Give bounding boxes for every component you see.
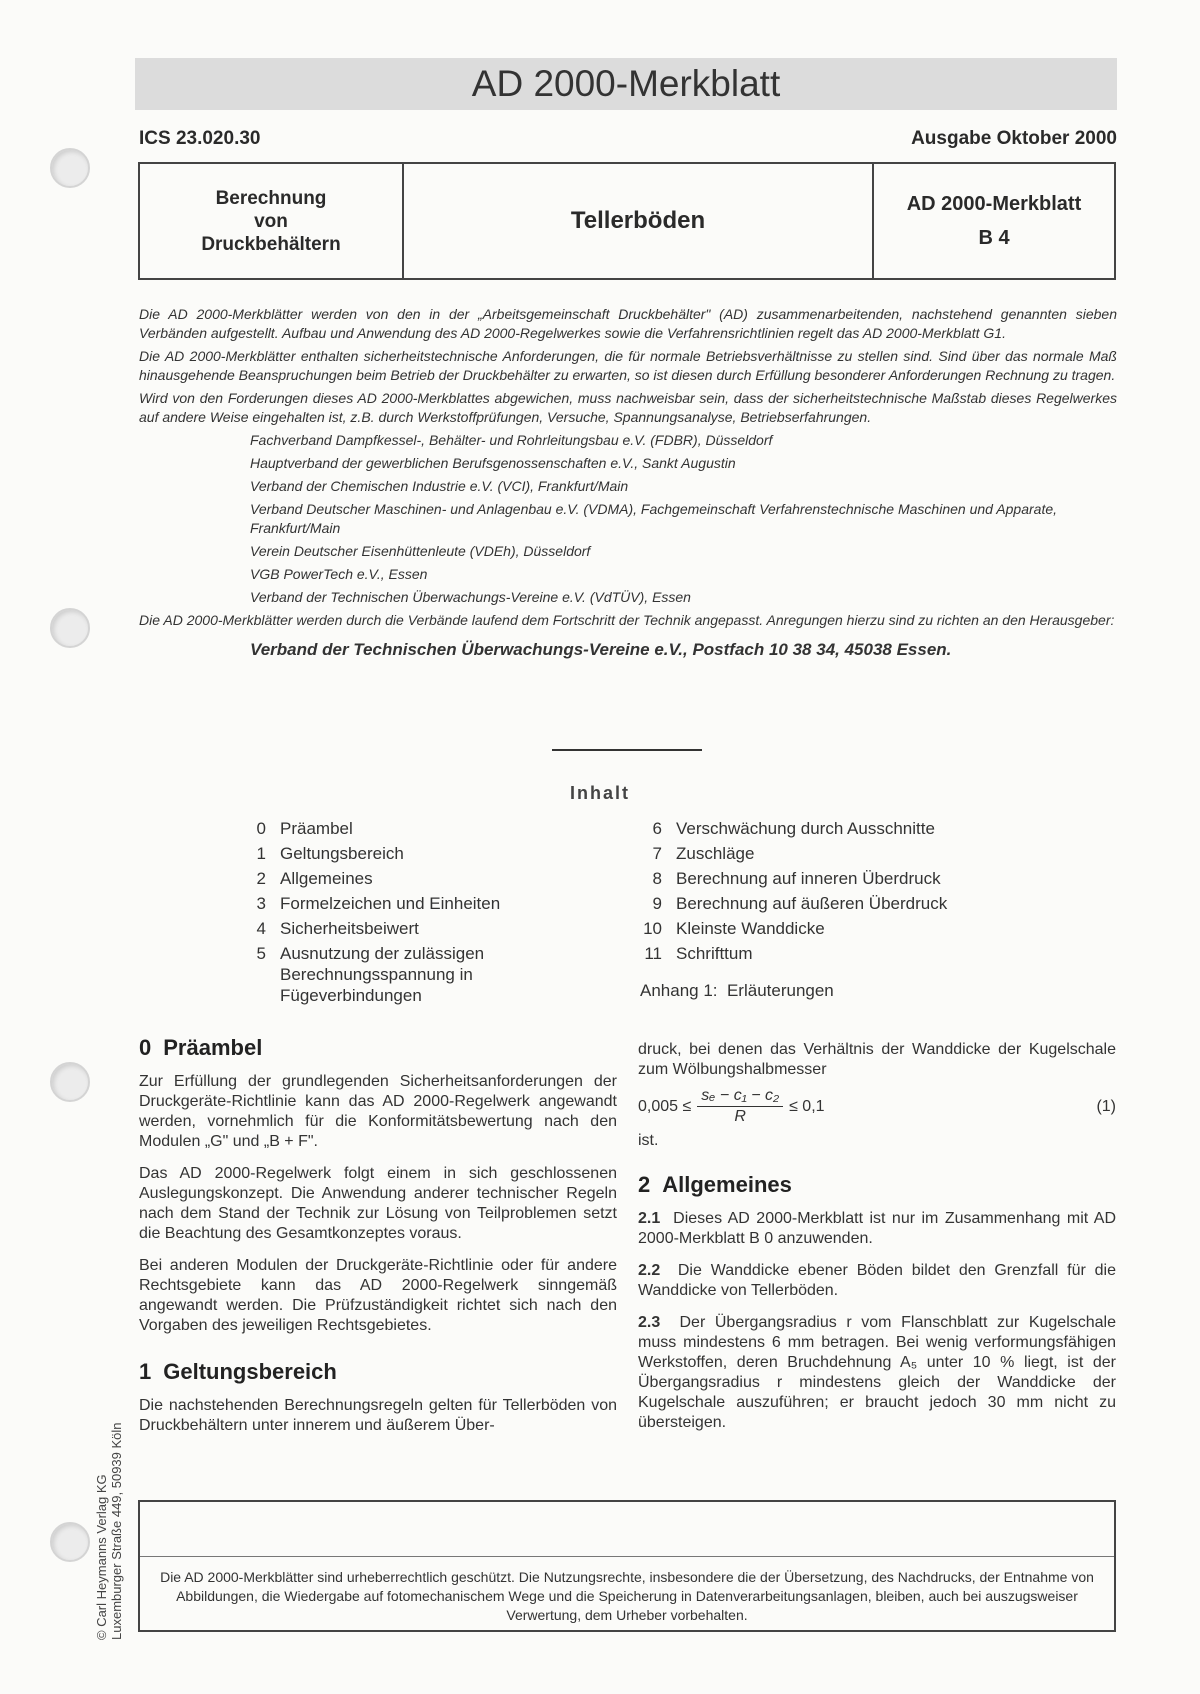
section-heading: 0 Präambel bbox=[139, 1035, 263, 1060]
toc-item: 2 Allgemeines bbox=[256, 869, 373, 888]
document-banner: AD 2000-Merkblatt bbox=[135, 58, 1117, 110]
member-item: Verband Deutscher Maschinen- und Anlagenbau e.V. (VDMA), Fachgemeinschaft Verfahrenstechnische Maschinen und Apparate, Frankfurt/Main bbox=[250, 501, 1058, 536]
copyright-box-divider bbox=[140, 1556, 1114, 1557]
edition-date: Ausgabe Oktober 2000 bbox=[911, 128, 1117, 149]
title-block bbox=[138, 162, 1116, 280]
toc-item: 1 Geltungsbereich bbox=[256, 844, 404, 863]
title-block-subject: Tellerböden bbox=[404, 164, 874, 278]
intro-paragraph: Die AD 2000-Merkblätter werden durch die Verbände laufend dem Fortschritt der Technik angepasst. Anregungen hierzu sind zu richten an den Herausgeber: bbox=[139, 612, 1115, 628]
intro-paragraph: Wird von den Forderungen dieses AD 2000-Merkblattes abgewichen, muss nachweisbar sein, dass der sicherheitstechnische Maßstab dieses Regelwerkes auf andere Weise eingehalten ist, z.B. durch Werkstoffprüfungen, Versuche, Spannungsanalyse, Betriebserfahrungen. bbox=[139, 390, 1117, 425]
title-block-category bbox=[140, 164, 404, 278]
equation-number: (1) bbox=[1096, 1097, 1116, 1115]
copyright-box bbox=[138, 1500, 1116, 1632]
punch-hole bbox=[50, 1062, 90, 1102]
toc-item: 9 Berechnung auf äußeren Überdruck bbox=[652, 894, 948, 913]
category-line: Berechnung bbox=[215, 187, 327, 209]
toc-item: 3 Formelzeichen und Einheiten bbox=[256, 894, 501, 913]
category-line: Druckbehältern bbox=[201, 233, 341, 255]
paragraph: ist. bbox=[638, 1132, 659, 1149]
paragraph: 2.3 Der Übergangsradius r vom Flanschblatt zur Kugelschale muss mindestens 6 mm betragen. Bei wenig verformungsfähigen Werkstoffen, deren Bruchdehnung A₅ unter 10 % liegt, ist der Übergangsradius r mindestens gleich der Wanddicke der Kugelschale auszuführen; er braucht jedoch 30 mm nicht zu übersteigen. bbox=[638, 1314, 1117, 1431]
punch-hole bbox=[50, 1522, 90, 1562]
member-item: VGB PowerTech e.V., Essen bbox=[250, 566, 428, 582]
copyright-notice: Die AD 2000-Merkblätter sind urheberrechtlich geschützt. Die Nutzungsrechte, insbesondere die der Übersetzung, des Nachdrucks, der Entnahme von Abbildungen, die Wiedergabe auf fotomechanischem Wege und die Speicherung in Datenverarbeitungsanlagen, bleiben, auch bei auszugsweiser Verwertung, dem Urheber vorbehalten. bbox=[160, 1569, 1094, 1623]
paragraph: Bei anderen Modulen der Druckgeräte-Richtlinie oder für andere Rechtsgebiete kann das AD 2000-Regelwerk sinngemäß angewandt werden. Die Prüfzuständigkeit richtet sich nach den Vorgaben des jeweiligen Rechtsgebietes. bbox=[139, 1257, 617, 1334]
paragraph: druck, bei denen das Verhältnis der Wanddicke der Kugelschale zum Wölbungshalbmesser bbox=[638, 1041, 1116, 1078]
intro-paragraph: Die AD 2000-Merkblätter enthalten sicherheitstechnische Anforderungen, die für normale Betriebsverhältnisse zu stellen sind. Sind über das normale Maß hinausgehende Beanspruchungen beim Betrieb der Druckbehälter zu erwarten, so ist diesen durch Erfüllung besonderer Anforderungen Rechnung zu tragen. bbox=[139, 348, 1117, 383]
punch-hole bbox=[50, 608, 90, 648]
formula-fraction: $\frac{\text{sₑ − c₁ − c₂}}{R}$ bbox=[697, 1086, 783, 1127]
toc-item: 4 Sicherheitsbeiwert bbox=[256, 919, 419, 938]
ics-code: ICS 23.020.30 bbox=[139, 128, 261, 149]
publisher-imprint: © Carl Heymanns Verlag KG Luxemburger Straße 449, 50939 Köln bbox=[94, 1422, 124, 1640]
member-list bbox=[250, 431, 1117, 607]
intro-text bbox=[139, 305, 1117, 659]
member-item: Verein Deutscher Eisenhüttenleute (VDEh), Düsseldorf bbox=[250, 543, 591, 559]
toc-item: 10 Kleinste Wanddicke bbox=[643, 919, 825, 938]
toc-item: 7 Zuschläge bbox=[652, 844, 755, 863]
paragraph: 2.1 Dieses AD 2000-Merkblatt ist nur im Zusammenhang mit AD 2000-Merkblatt B 0 anzuwenden. bbox=[638, 1210, 1117, 1247]
divider bbox=[552, 749, 702, 751]
toc-left bbox=[236, 816, 546, 1006]
code-line: AD 2000-Merkblatt bbox=[906, 193, 1082, 215]
toc-title: Inhalt bbox=[570, 783, 630, 803]
section-heading: 1 Geltungsbereich bbox=[139, 1359, 337, 1384]
paragraph: Das AD 2000-Regelwerk folgt einem in sich geschlossenen Auslegungskonzept. Die Anwendung anderer technischer Regeln nach dem Stand der Technik zur Lösung von Teilproblemen setzt die Beachtung des Gesamtkonzeptes voraus. bbox=[139, 1165, 617, 1242]
member-item: Fachverband Dampfkessel-, Behälter- und Rohrleitungsbau e.V. (FDBR), Düsseldorf bbox=[250, 432, 773, 448]
punch-hole bbox=[50, 148, 90, 188]
paragraph: Die nachstehenden Berechnungsregeln gelten für Tellerböden von Druckbehältern unter innerem und äußerem Über- bbox=[139, 1397, 617, 1434]
formula-1: 0,005 ≤ $\frac{\text{sₑ − c₁ − c₂}}{R}$ ≤ 0,1 (1) bbox=[638, 1087, 1116, 1125]
right-column bbox=[638, 1040, 1116, 1445]
paragraph: Zur Erfüllung der grundlegenden Sicherheitsanforderungen der Druckgeräte-Richtlinie kann das AD 2000-Regelwerk angewandt werden, vornehmlich für die Konformitätsbewertung nach den Modulen „G" und „B + F". bbox=[139, 1073, 617, 1150]
member-item: Verband der Chemischen Industrie e.V. (VCI), Frankfurt/Main bbox=[250, 478, 629, 494]
section-heading: 2 Allgemeines bbox=[638, 1172, 792, 1197]
left-column bbox=[139, 1035, 617, 1448]
publisher-address: Verband der Technischen Überwachungs-Vereine e.V., Postfach 10 38 34, 45038 Essen. bbox=[250, 640, 952, 659]
intro-paragraph: Die AD 2000-Merkblätter werden von den in der „Arbeitsgemeinschaft Druckbehälter" (AD) zusammenarbeitenden, nachstehend genannten sieben Verbänden aufgestellt. Aufbau und Anwendung des AD 2000-Regelwerkes sowie die Verfahrensrichtlinien regelt das AD 2000-Merkblatt G1. bbox=[139, 306, 1117, 341]
toc-item: 5 Ausnutzung der zulässigen Berechnungsspannung in Fügeverbindungen bbox=[256, 944, 485, 1005]
code-line: B 4 bbox=[978, 227, 1010, 249]
paragraph: 2.2 Die Wanddicke ebener Böden bildet den Grenzfall für die Wanddicke von Tellerböden. bbox=[638, 1262, 1117, 1299]
member-item: Verband der Technischen Überwachungs-Vereine e.V. (VdTÜV), Essen bbox=[250, 589, 691, 605]
toc-item: 8 Berechnung auf inneren Überdruck bbox=[652, 869, 941, 888]
member-item: Hauptverband der gewerblichen Berufsgenossenschaften e.V., Sankt Augustin bbox=[250, 455, 736, 471]
toc-item: 11 Schrifttum bbox=[644, 944, 753, 963]
toc-right bbox=[632, 816, 1012, 1003]
toc-appendix: Anhang 1: Erläuterungen bbox=[640, 981, 834, 1000]
toc-item: 6 Verschwächung durch Ausschnitte bbox=[652, 819, 935, 838]
title-block-code bbox=[874, 164, 1114, 278]
toc-item: 0 Präambel bbox=[256, 819, 353, 838]
category-line: von bbox=[254, 210, 288, 232]
